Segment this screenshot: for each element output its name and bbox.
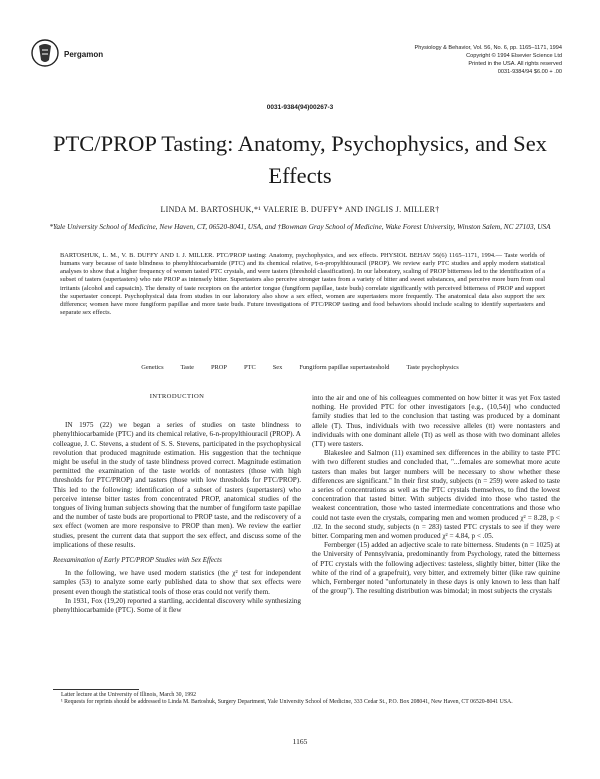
paper-title: PTC/PROP Tasting: Anatomy, Psychophysics, and Sex Effects bbox=[53, 131, 547, 188]
body-paragraph: Fernberger (15) added an adjective scale to rate bitterness. Students (n = 1025) at the University of Pennsylvania, predominantly from Psychology, rated the bitterness of PTC crystals with the following adjectives: tasteless, slightly bitter, bitter (like the white of the rind of a grapefruit), very bitter, and extremely bitter (like raw quinine which, Fernberger noted "unfortunately in these days is only known to less than half of the group"). The resulting distribution was bimodal; in most subjects the crystals bbox=[312, 541, 560, 596]
body-paragraph: In 1931, Fox (19,20) reported a startling, accidental discovery while synthesizing phenylthiocarbamide (PTC). Some of it flew bbox=[53, 596, 301, 615]
journal-issn: 0031-9384/94 $6.00 + .00 bbox=[497, 69, 562, 75]
footnote-rule bbox=[53, 689, 139, 690]
keyword: Taste bbox=[180, 364, 194, 371]
body-paragraph: Blakeslee and Salmon (11) examined sex differences in the ability to taste PTC with two different studies and concluded that, "...females are somewhat more acute tasters than males but larger numbers will be necessary to show whether these differences are significant." In their first study, subjects (n = 259) were asked to taste a series of concentrations as well as the PTC crystals themselves, to find the lowest concentration that tasted bitter. With subjects divided into those who tasted the weakest concentration, those who tasted intermediate concentrations and those who could not taste even the crystals, comparing men and women produced χ² = 8.28, p < .02. In the second study, subjects (n = 283) tasted PTC crystals to see if they were bitter. Comparing men and women produced χ² = 4.84, p < .05. bbox=[312, 449, 560, 541]
body-paragraph: In the following, we have used modern statistics (the χ² test for independent samples (53) to analyze some early published data to show that sex effects were present even though the statistical tools of those eras could not verify them. bbox=[53, 569, 301, 596]
keyword-list bbox=[0, 364, 600, 371]
author-list: LINDA M. BARTOSHUK,*¹ VALERIE B. DUFFY* AND INGLIS J. MILLER† bbox=[160, 205, 440, 214]
journal-printed: Printed in the USA. All rights reserved bbox=[468, 61, 562, 67]
keyword: Sex bbox=[272, 364, 283, 371]
subsection-heading: Reexamination of Early PTC/PROP Studies with Sex Effects bbox=[53, 556, 222, 565]
body-column-left bbox=[53, 392, 301, 615]
body-column-right bbox=[312, 394, 560, 596]
keyword: Fungiform papillae supertasteshold bbox=[299, 364, 390, 371]
abstract: BARTOSHUK, L. M., V. B. DUFFY AND I. J. MILLER. PTC/PROP tasting: Anatomy, psychophysics, and sex effects. PHYSIOL BEHAV 56(6) 1165–1171, 1994.— Taste worlds of humans vary because of taste blindness to phenylthiocarbamide (PTC) and its chemical relative, 6-n-propylthiouracil (PROP). We review early PTC studies and apply modern statistical analyses to show that a higher frequency of women tasted PTC crystals, and were tasters (threshold classification). In our laboratory, scaling of PROP bitterness led to the identification of a subset of tasters (supertasters) who rate PROP as intensely bitter. Supertasters also perceive stronger tastes from a variety of bitter and sweet substances, and perceive more burn from oral irritants (alcohol and capsaicin). The density of taste receptors on the anterior tongue (fungiform papillae, taste buds) correlate significantly with perceived bitterness of PROP and support the supertaster concept. Psychophysical data from studies in our laboratory also show a sex effect, women are supertasters more frequently. The anatomical data also support the sex difference; women have more fungiform papillae and more taste buds. Future investigations of PTC/PROP tasting and food behaviors should include scaling to identify supertasters and separate sex effects. bbox=[60, 252, 545, 317]
body-paragraph: into the air and one of his colleagues commented on how bitter it was yet Fox tasted nothing. He provided PTC for other investigators [e.g., (10,54)] who conducted family studies that led to the conclusion that tasting was produced by a dominant allele (T). Thus, individuals with two recessive alleles (tt) were nontasters and individuals with one dominant allele (Tt) as well as those with two dominant alleles (TT) were tasters. bbox=[312, 394, 560, 449]
journal-citation: Physiology & Behavior, Vol. 56, No. 6, pp. 1165–1171, 1994 bbox=[414, 45, 562, 51]
keyword: PROP bbox=[210, 364, 227, 371]
keyword: Taste psychophysics bbox=[406, 364, 459, 371]
publisher-logo-icon bbox=[28, 38, 62, 68]
page-number: 1165 bbox=[292, 737, 308, 746]
keyword: PTC bbox=[243, 364, 256, 371]
section-heading-introduction: INTRODUCTION bbox=[149, 393, 205, 400]
journal-copyright: Copyright © 1994 Elsevier Science Ltd bbox=[466, 53, 562, 59]
footnotes bbox=[53, 692, 553, 707]
body-paragraph: IN 1975 (22) we began a series of studies on taste blindness to phenylthiocarbamide (PTC) and its chemical relative, 6-n-propylthiouracil (PROP). A colleague, J. C. Stevens, a student of S. S. Stevens, participated in the psychophysical revolution that produced magnitude estimation. His suggestion that the technique might be useful in the study of taste blindness proved correct. Magnitude estimation permitted the examination of the taste worlds of nontasters (those with high thresholds for PTC/PROP) and tasters (those with low thresholds for PTC/PROP). This led to the following: identification of a subset of tasters (supertasters) who perceive intense bitter tastes from concentrated PROP, anatomical studies of the tongues of living human subjects showing that the number of fungiform taste papillae and the number of taste buds are proportional to PROP taste, and the rediscovery of a sex effect (women are more responsive to PROP than men). We review the earlier studies, present the current data that support the sex effect, and discuss some of the implications of these results. bbox=[53, 421, 301, 549]
keyword: Genetics bbox=[141, 364, 164, 371]
publisher-name: Pergamon bbox=[64, 50, 104, 59]
article-doi: 0031-9384(94)00267-3 bbox=[266, 104, 334, 111]
footnote: Latter lecture at the University of Illinois, March 30, 1992 bbox=[61, 692, 197, 698]
author-affiliations: *Yale University School of Medicine, New Haven, CT, 06520-8041, USA, and †Bowman Gray School of Medicine, Wake Forest University, Winston Salem, NC 27103, USA bbox=[49, 222, 551, 231]
footnote: ¹ Requests for reprints should be addressed to Linda M. Bartoshuk, Surgery Department, Yale University School of Medicine, 333 Cedar St., P.O. Box 208041, New Haven, CT 06520-8041 USA. bbox=[61, 699, 513, 706]
journal-info bbox=[302, 44, 562, 76]
